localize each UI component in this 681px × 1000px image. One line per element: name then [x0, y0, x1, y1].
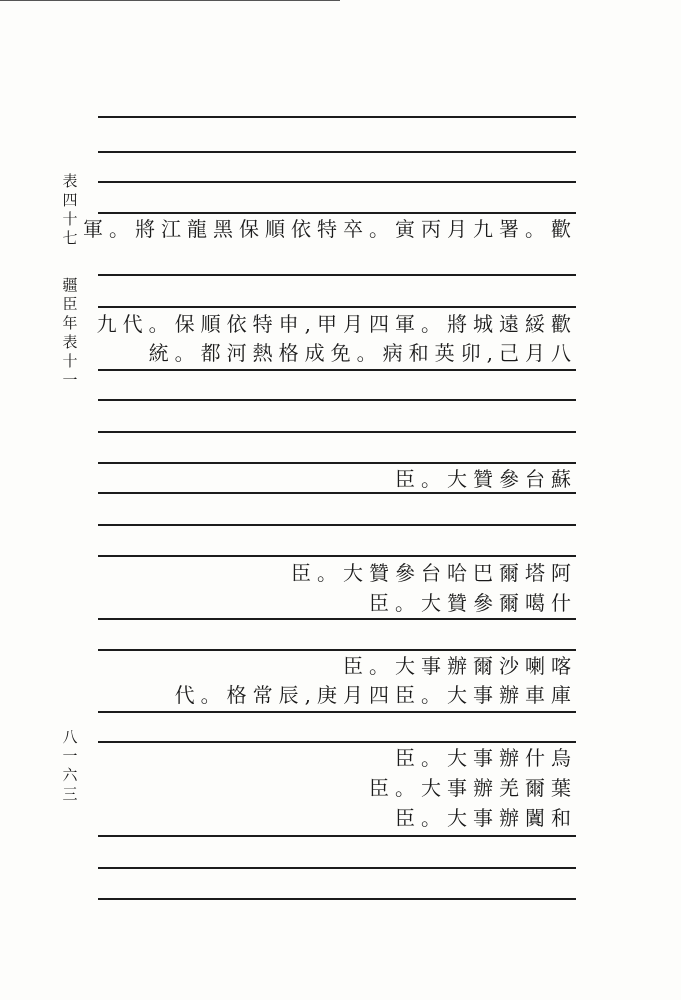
rule-line: [98, 867, 576, 869]
rule-line: [98, 524, 576, 526]
margin-glyph: 一: [62, 747, 78, 765]
chapter-label: [60, 172, 80, 248]
entry-text: 九代。保順依特申,甲月四軍。將城遠綏歡: [96, 312, 577, 336]
entry-text: 臣。大事辦闐和: [395, 806, 577, 830]
table-title-text: [60, 276, 80, 390]
margin-glyph: 一: [62, 371, 78, 389]
entry-text: 臣。大事辦爾沙喇喀: [343, 654, 577, 678]
rule-line: [98, 555, 576, 557]
margin-glyph: 年: [62, 314, 78, 332]
margin-glyph: 四: [62, 191, 78, 209]
rule-line: [98, 399, 576, 401]
margin-glyph: 六: [62, 766, 78, 784]
entry-text: 軍。將江龍黑保順依特卒。寅丙月九署。歡: [83, 217, 577, 241]
entry-text: 臣。大贊參爾噶什: [369, 591, 577, 615]
margin-glyph: 七: [62, 229, 78, 247]
margin-glyph: 臣: [62, 295, 78, 313]
entry-text: 臣。大事辦什烏: [395, 746, 577, 770]
table-title-label: [60, 276, 80, 390]
entry-text: 統。都河熱格成免。病和英卯,己月八: [148, 341, 577, 365]
chapter-text: [60, 172, 80, 248]
page-number-text: [60, 728, 80, 804]
rule-line: [98, 835, 576, 837]
margin-glyph: 三: [62, 785, 78, 803]
rule-line: [98, 181, 576, 183]
margin-glyph: 十: [62, 210, 78, 228]
margin-glyph: 表: [62, 333, 78, 351]
margin-glyph: 疆: [62, 276, 78, 294]
rule-line: [98, 431, 576, 433]
entry-text: 臣。大贊參台蘇: [395, 467, 577, 491]
rule-line: [98, 306, 576, 308]
margin-glyph: 十: [62, 352, 78, 370]
page-number-label: [60, 728, 80, 804]
entry-text: 臣。大贊參台哈巴爾塔阿: [291, 561, 577, 585]
rule-line: [98, 369, 576, 371]
entry-text: 代。格常辰,庚月四臣。大事辦車庫: [174, 683, 577, 707]
rule-line: [98, 274, 576, 276]
margin-glyph: 表: [62, 172, 78, 190]
rule-line: [98, 151, 576, 153]
margin-glyph: 八: [62, 728, 78, 746]
rule-line: [98, 116, 576, 118]
entry-text: 臣。大事辦羌爾葉: [369, 776, 577, 800]
rule-line: [98, 711, 576, 713]
rule-line: [98, 618, 576, 620]
page-top-edge: [0, 0, 340, 1]
rule-line: [98, 898, 576, 900]
